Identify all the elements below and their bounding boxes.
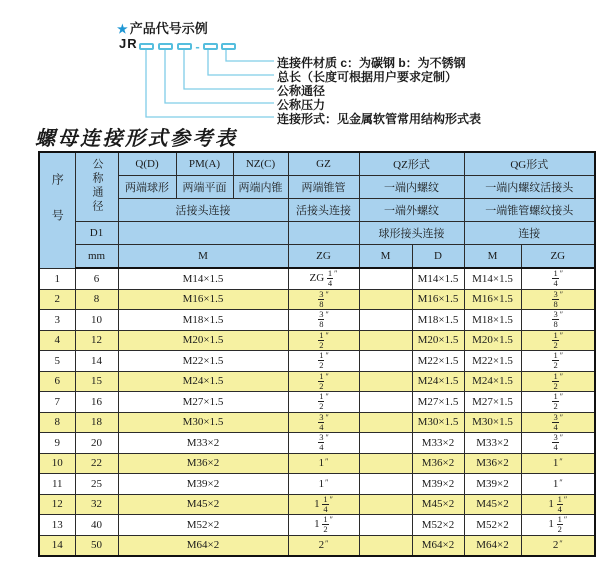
cell-gz: 1 $\frac{1}{2}$ ″ [288, 515, 359, 536]
cell-thread-m: M18×1.5 [118, 310, 288, 331]
cell-qg-m: M20×1.5 [464, 330, 521, 351]
header-cell: 两端平面 [176, 176, 233, 199]
inch-mark: ″ [329, 494, 333, 504]
inch-mark: ″ [559, 351, 564, 361]
cell-qg-m: M24×1.5 [464, 371, 521, 392]
header-cell-dn: 公称通径 [75, 152, 118, 222]
cell-gz: 2″ [288, 535, 359, 556]
header-cell-d1: D1 [75, 222, 118, 245]
header-cell: D [412, 245, 464, 269]
cell-seq: 3 [39, 310, 75, 331]
table-row [39, 474, 595, 495]
cell-qz-m [359, 392, 412, 413]
inch-mark: ″ [334, 269, 338, 279]
inch-mark: ″ [325, 457, 329, 467]
cell-qz-d: M39×2 [412, 474, 464, 495]
cell-thread-m: M22×1.5 [118, 351, 288, 372]
header-cell: QZ形式 [359, 152, 464, 176]
fraction: $\frac{3}{8}$ [553, 289, 558, 309]
cell-dn-mm: 12 [75, 330, 118, 351]
cell-gz [288, 371, 359, 392]
cell-qz-d: M20×1.5 [412, 330, 464, 351]
cell-qz-d: M30×1.5 [412, 412, 464, 433]
fraction: $\frac{1}{2}$ [553, 330, 558, 350]
cell-seq: 12 [39, 494, 75, 515]
cell-qz-d: M16×1.5 [412, 289, 464, 310]
cell-gz [288, 412, 359, 433]
inch-mark: ″ [325, 392, 329, 402]
cell-qg-m: M14×1.5 [464, 268, 521, 289]
inch-mark: ″ [559, 457, 563, 467]
code-label-connection: 连接形式：见金属软管常用结构形式表 [277, 112, 482, 126]
inch-mark: ″ [325, 539, 329, 549]
cell-qz-m [359, 412, 412, 433]
cell-gz: 1 $\frac{1}{4}$ ″ [288, 494, 359, 515]
cell-seq: 9 [39, 433, 75, 454]
cell-dn-mm: 16 [75, 392, 118, 413]
header-cell: M [359, 245, 412, 269]
cell-qg-zg: 1 $\frac{1}{2}$ ″ [521, 515, 595, 536]
cell-qz-d: M45×2 [412, 494, 464, 515]
fraction: $\frac{1}{2}$ [323, 514, 328, 535]
cell-qg-m: M64×2 [464, 535, 521, 556]
cell-thread-m: M20×1.5 [118, 330, 288, 351]
inch-mark: ″ [325, 412, 329, 422]
table-row [39, 268, 595, 289]
header-cell: M [464, 245, 521, 269]
fraction: $\frac{1}{2}$ [319, 350, 324, 371]
fraction: $\frac{1}{2}$ [553, 391, 558, 412]
code-label-length: 总长（长度可根据用户要求定制） [277, 70, 458, 84]
inch-mark: ″ [563, 494, 568, 504]
cell-qg-m: M16×1.5 [464, 289, 521, 310]
table-body [39, 268, 595, 556]
cell-qz-m [359, 268, 412, 289]
table-row [39, 453, 595, 474]
cell-qz-m [359, 310, 412, 331]
header-cell: 两端内锥 [233, 176, 288, 199]
cell-qz-d: M24×1.5 [412, 371, 464, 392]
cell-seq: 13 [39, 515, 75, 536]
table-row [39, 310, 595, 331]
cell-qg-m: M52×2 [464, 515, 521, 536]
cell-qz-d: M22×1.5 [412, 351, 464, 372]
cell-qg-zg [521, 268, 595, 289]
cell-qg-zg [521, 371, 595, 392]
inch-mark: ″ [559, 310, 564, 320]
cell-dn-mm: 50 [75, 535, 118, 556]
cell-thread-m: M27×1.5 [118, 392, 288, 413]
code-label-diameter: 公称通径 [277, 84, 326, 98]
cell-thread-m: M16×1.5 [118, 289, 288, 310]
cell-dn-mm: 6 [75, 268, 118, 289]
cell-qg-zg: 2″ [521, 535, 595, 556]
fraction: $\frac{1}{2}$ [553, 371, 558, 391]
cell-seq: 10 [39, 453, 75, 474]
cell-dn-mm: 20 [75, 433, 118, 454]
fraction: $\frac{1}{2}$ [557, 514, 562, 535]
cell-dn-mm: 15 [75, 371, 118, 392]
cell-thread-m: M14×1.5 [118, 268, 288, 289]
cell-qg-m: M30×1.5 [464, 412, 521, 433]
cell-qg-m: M33×2 [464, 433, 521, 454]
cell-qz-m [359, 433, 412, 454]
cell-qg-zg [521, 310, 595, 331]
header-cell: 球形接头连接 [359, 222, 464, 245]
cell-qz-d: M18×1.5 [412, 310, 464, 331]
star-icon: ★ [117, 22, 128, 36]
cell-dn-mm: 25 [75, 474, 118, 495]
table-row [39, 351, 595, 372]
cell-qg-zg [521, 433, 595, 454]
header-cell: PM(A) [176, 152, 233, 176]
cell-qz-d: M33×2 [412, 433, 464, 454]
cell-gz [288, 289, 359, 310]
inch-mark: ″ [559, 392, 564, 402]
inch-mark: ″ [325, 310, 329, 320]
cell-qg-zg: 1 $\frac{1}{4}$ ″ [521, 494, 595, 515]
header-cell: 一端内螺纹 [359, 176, 464, 199]
cell-thread-m: M33×2 [118, 433, 288, 454]
cell-seq: 2 [39, 289, 75, 310]
cell-qz-m [359, 535, 412, 556]
table-row [39, 289, 595, 310]
fraction: $\frac{3}{8}$ [319, 309, 324, 330]
cell-seq: 14 [39, 535, 75, 556]
header-cell-seq: 序号 [39, 152, 75, 268]
cell-qg-m: M39×2 [464, 474, 521, 495]
diagram-title-text: 产品代号示例 [129, 21, 208, 36]
cell-seq: 7 [39, 392, 75, 413]
header-cell: Q(D) [118, 152, 176, 176]
header-cell: 活接头连接 [118, 199, 288, 222]
cell-dn-mm: 40 [75, 515, 118, 536]
inch-mark: ″ [325, 330, 329, 340]
cell-qz-d: M64×2 [412, 535, 464, 556]
cell-qz-m [359, 474, 412, 495]
table-row [39, 494, 595, 515]
inch-mark: ″ [559, 269, 564, 279]
code-label-pressure: 公称压力 [277, 98, 326, 112]
fraction: $\frac{1}{2}$ [319, 391, 324, 412]
cell-qg-zg [521, 412, 595, 433]
fraction: $\frac{3}{8}$ [553, 309, 558, 330]
cell-qz-m [359, 453, 412, 474]
header-cell: 两端锥管 [288, 176, 359, 199]
cell-qg-zg [521, 351, 595, 372]
cell-thread-m: M36×2 [118, 453, 288, 474]
cell-thread-m: M30×1.5 [118, 412, 288, 433]
header-cell-blank [288, 222, 359, 245]
table-row [39, 330, 595, 351]
table-title: 螺母连接形式参考表 [35, 126, 238, 150]
cell-dn-mm: 8 [75, 289, 118, 310]
cell-gz [288, 433, 359, 454]
inch-mark: ″ [559, 289, 564, 299]
connector-line [226, 50, 274, 61]
table-row [39, 371, 595, 392]
cell-qg-m: M18×1.5 [464, 310, 521, 331]
fraction: $\frac{1}{4}$ [557, 494, 562, 514]
cell-dn-mm: 22 [75, 453, 118, 474]
inch-mark: ″ [559, 330, 564, 340]
header-cell: 两端球形 [118, 176, 176, 199]
cell-dn-mm: 32 [75, 494, 118, 515]
header-cell: 连接 [464, 222, 595, 245]
table-row [39, 392, 595, 413]
header-cell: 一端外螺纹 [359, 199, 464, 222]
cell-qg-zg [521, 330, 595, 351]
code-label-material: 连接件材质 c：为碳钢 b：为不锈钢 [277, 56, 466, 70]
cell-gz [288, 392, 359, 413]
cell-thread-m: M24×1.5 [118, 371, 288, 392]
cell-qz-m [359, 289, 412, 310]
cell-seq: 11 [39, 474, 75, 495]
header-cell: QG形式 [464, 152, 595, 176]
cell-qz-m [359, 515, 412, 536]
table-row [39, 535, 595, 556]
nut-connection-table [38, 151, 596, 557]
cell-qz-d: M52×2 [412, 515, 464, 536]
inch-mark: ″ [559, 433, 564, 443]
code-prefix: JR [119, 36, 138, 51]
code-separator: - [195, 39, 200, 54]
header-cell: ZG [521, 245, 595, 269]
cell-qg-zg [521, 289, 595, 310]
header-cell: 活接头连接 [288, 199, 359, 222]
inch-mark: ″ [325, 371, 329, 381]
fraction: $\frac{1}{2}$ [553, 350, 558, 371]
cell-gz [288, 351, 359, 372]
cell-seq: 5 [39, 351, 75, 372]
cell-qz-m [359, 351, 412, 372]
fraction: $\frac{3}{4}$ [553, 432, 558, 453]
cell-qg-m: M22×1.5 [464, 351, 521, 372]
cell-dn-mm: 18 [75, 412, 118, 433]
cell-dn-mm: 10 [75, 310, 118, 331]
cell-seq: 4 [39, 330, 75, 351]
cell-qz-d: M14×1.5 [412, 268, 464, 289]
inch-mark: ″ [329, 515, 333, 525]
fraction: $\frac{3}{4}$ [553, 412, 558, 432]
cell-dn-mm: 14 [75, 351, 118, 372]
fraction: $\frac{3}{8}$ [319, 289, 324, 309]
cell-qg-zg [521, 392, 595, 413]
inch-mark: ″ [559, 477, 563, 487]
fraction: $\frac{3}{4}$ [319, 432, 324, 453]
inch-mark: ″ [559, 371, 564, 381]
connector-line [208, 50, 274, 75]
header-cell-blank [118, 222, 288, 245]
cell-qz-m [359, 330, 412, 351]
inch-mark: ″ [563, 515, 568, 525]
fraction: $\frac{1}{4}$ [327, 268, 333, 289]
cell-gz: ZG $\frac{1}{4}$ ″ [288, 268, 359, 289]
connector-line [165, 50, 274, 103]
inch-mark: ″ [559, 412, 564, 422]
cell-qz-d: M36×2 [412, 453, 464, 474]
cell-thread-m: M39×2 [118, 474, 288, 495]
fraction: $\frac{1}{2}$ [319, 330, 324, 350]
header-cell: M [118, 245, 288, 269]
inch-mark: ″ [559, 539, 563, 549]
cell-qg-zg: 1″ [521, 474, 595, 495]
header-cell: 一端内螺纹活接头 [464, 176, 595, 199]
header-cell: GZ [288, 152, 359, 176]
cell-qg-m: M27×1.5 [464, 392, 521, 413]
cell-thread-m: M45×2 [118, 494, 288, 515]
cell-gz [288, 330, 359, 351]
inch-mark: ″ [325, 289, 329, 299]
cell-seq: 8 [39, 412, 75, 433]
header-cell-mm: mm [75, 245, 118, 269]
header-cell: NZ(C) [233, 152, 288, 176]
header-cell: ZG [288, 245, 359, 269]
table-row [39, 515, 595, 536]
cell-gz: 1″ [288, 453, 359, 474]
fraction: $\frac{1}{4}$ [323, 494, 328, 514]
table-row [39, 433, 595, 454]
connector-line [184, 50, 274, 89]
cell-qz-m [359, 494, 412, 515]
cell-qg-m: M36×2 [464, 453, 521, 474]
cell-thread-m: M52×2 [118, 515, 288, 536]
fraction: $\frac{3}{4}$ [319, 412, 324, 432]
table-header [39, 152, 595, 268]
cell-gz: 1″ [288, 474, 359, 495]
table-row [39, 412, 595, 433]
cell-qg-m: M45×2 [464, 494, 521, 515]
cell-thread-m: M64×2 [118, 535, 288, 556]
cell-qg-zg: 1″ [521, 453, 595, 474]
cell-seq: 1 [39, 268, 75, 289]
inch-mark: ″ [325, 351, 329, 361]
inch-mark: ″ [325, 433, 329, 443]
cell-qz-d: M27×1.5 [412, 392, 464, 413]
fraction: $\frac{1}{2}$ [319, 371, 324, 391]
cell-qz-m [359, 371, 412, 392]
inch-mark: ″ [325, 477, 329, 487]
cell-seq: 6 [39, 371, 75, 392]
cell-gz [288, 310, 359, 331]
header-cell: 一端锥管螺纹接头 [464, 199, 595, 222]
fraction: $\frac{1}{4}$ [553, 268, 558, 289]
